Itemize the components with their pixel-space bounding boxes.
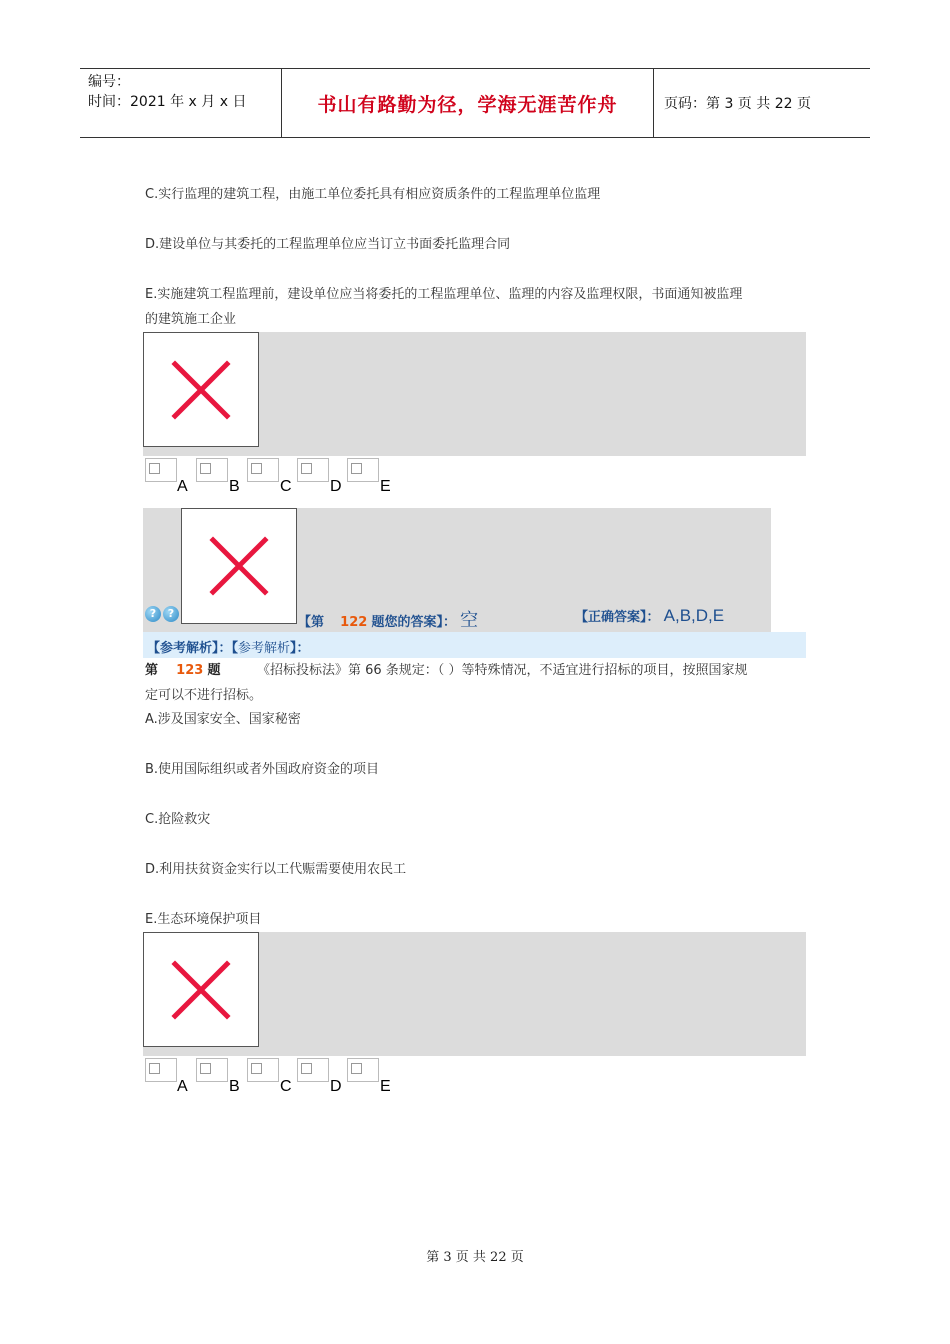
reference-link[interactable]: 参考解析 [238, 641, 291, 656]
q123-option-c: C.抢险救灾 [145, 812, 211, 827]
q123-option-a: A.涉及国家安全、国家秘密 [145, 712, 301, 727]
q123-stem-line2: 定可以不进行招标。 [145, 688, 263, 703]
page-header [80, 68, 870, 138]
checkbox-e[interactable] [347, 458, 379, 482]
checkbox-b[interactable] [196, 458, 228, 482]
header-page-number: 页码：第 3 页 共 22 页 [664, 96, 811, 112]
checkbox-d[interactable] [297, 1058, 329, 1082]
answer-suffix: 题您的答案】： [371, 615, 456, 630]
checkbox-b[interactable] [196, 1058, 228, 1082]
header-number: 编号： [88, 74, 130, 90]
checkbox-e[interactable] [347, 1058, 379, 1082]
reference-label-2[interactable]: 【参考解析】： [231, 641, 310, 656]
q123-option-e: E.生态环境保护项目 [145, 912, 262, 927]
q123-option-b: B.使用国际组织或者外国政府资金的项目 [145, 762, 380, 777]
q123-stem-line1: 《招标投标法》第 66 条规定：（ ）等特殊情况，不适宜进行招标的项目，按照国家规 [257, 663, 748, 678]
q123-option-d: D.利用扶贫资金实行以工代赈需要使用农民工 [145, 862, 407, 877]
page-footer: 第 3 页 共 22 页 [426, 1250, 524, 1265]
correct-answer-value: A,B,D,E [663, 606, 725, 625]
broken-image-icon [181, 508, 297, 624]
checkbox-label-d: D [330, 478, 342, 495]
q121-option-c: C.实行监理的建筑工程，由施工单位委托具有相应资质条件的工程监理单位监理 [145, 187, 601, 202]
checkbox-a[interactable] [145, 1058, 177, 1082]
checkbox-label-c: C [280, 478, 292, 495]
checkbox-label-a: A [177, 478, 188, 495]
broken-image-icon [143, 932, 259, 1047]
header-page-cell [654, 69, 870, 137]
reference-analysis [147, 637, 310, 656]
q123-header [145, 659, 220, 683]
checkbox-label-d: D [330, 1078, 342, 1095]
answer-question-number: 122 [340, 615, 368, 630]
header-meta [80, 69, 282, 137]
checkbox-c[interactable] [247, 1058, 279, 1082]
checkbox-label-b: B [229, 1078, 240, 1095]
checkbox-label-e: E [380, 478, 391, 495]
q123-prefix: 第 [145, 663, 159, 678]
answer-checkbox-row [145, 1058, 445, 1094]
help-icon[interactable]: ? [163, 606, 179, 622]
answer-prefix: 【第 [298, 615, 325, 630]
checkbox-c[interactable] [247, 458, 279, 482]
q121-option-e-line1: E.实施建筑工程监理前，建设单位应当将委托的工程监理单位、监理的内容及监理权限，书面通知被监理 [145, 287, 743, 302]
header-time: 时间：2021 年 x 月 x 日 [88, 94, 247, 110]
header-motto-cell [282, 69, 654, 137]
reference-label-1: 【参考解析】： [147, 641, 232, 656]
correct-answer-label: 【正确答案】： [575, 610, 660, 625]
checkbox-label-b: B [229, 478, 240, 495]
checkbox-a[interactable] [145, 458, 177, 482]
correct-answer-line [575, 606, 724, 626]
checkbox-label-e: E [380, 1078, 391, 1095]
your-answer-value: 空 [460, 610, 479, 631]
checkbox-label-a: A [177, 1078, 188, 1095]
help-icon[interactable]: ? [145, 606, 161, 622]
q123-suffix: 题 [207, 663, 221, 678]
answer-checkbox-row [145, 458, 445, 494]
broken-image-icon [143, 332, 259, 447]
q123-number: 123 [176, 663, 204, 678]
checkbox-d[interactable] [297, 458, 329, 482]
q121-option-e-line2: 的建筑施工企业 [145, 312, 237, 327]
your-answer-line [298, 606, 478, 632]
header-motto: 书山有路勤为径，学海无涯苦作舟 [317, 93, 618, 116]
checkbox-label-c: C [280, 1078, 292, 1095]
q121-option-d: D.建设单位与其委托的工程监理单位应当订立书面委托监理合同 [145, 237, 511, 252]
